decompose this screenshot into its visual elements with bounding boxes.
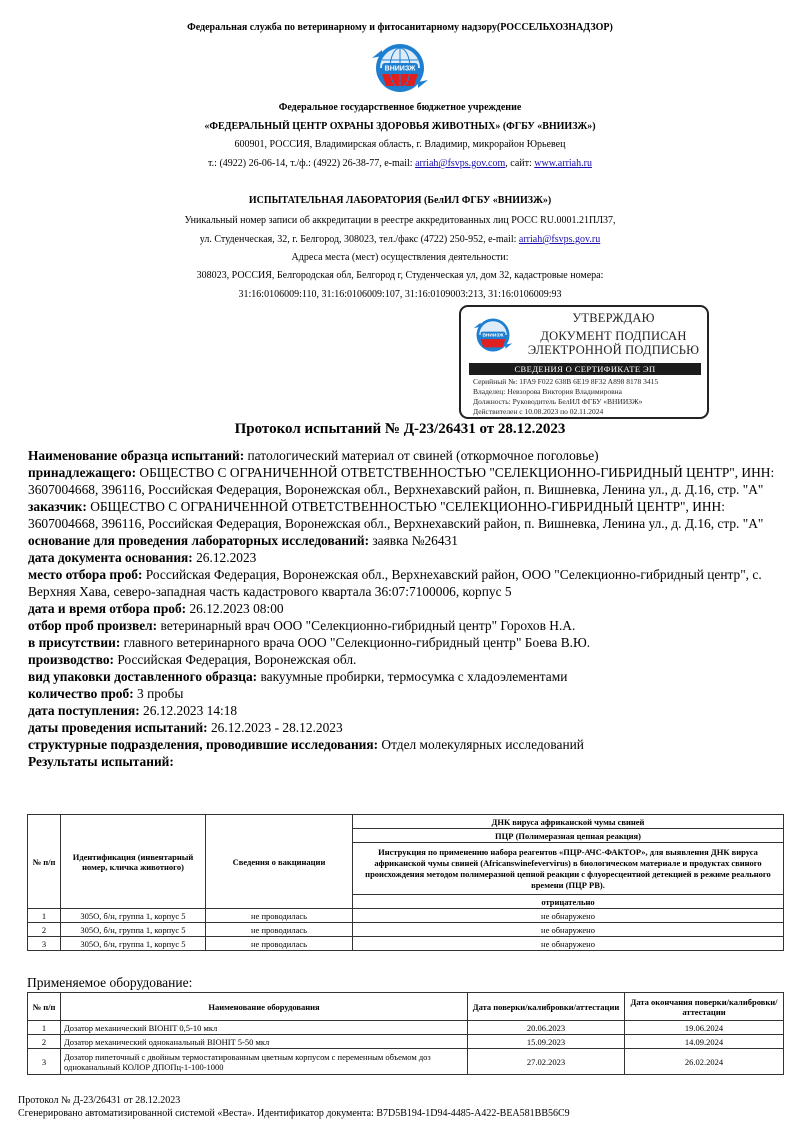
field-sampling-place xyxy=(28,566,780,600)
field-value: Отдел молекулярных исследований xyxy=(378,737,584,752)
field-owner xyxy=(28,464,780,498)
field-label: заказчик: xyxy=(28,499,87,514)
stamp-signed-e: ЭЛЕКТРОННОЙ ПОДПИСЬЮ xyxy=(527,343,700,357)
eq-col-end: Дата окончания поверки/калибровки/аттестации xyxy=(625,993,784,1021)
eq-num: 1 xyxy=(28,1021,61,1035)
field-label: количество проб: xyxy=(28,686,134,701)
stamp-approve: УТВЕРЖДАЮ xyxy=(572,311,655,325)
cert-position: Должность: Руководитель БелИЛ ФГБУ «ВНИИЗЖ» xyxy=(473,397,643,406)
indicator-header: ДНК вируса африканской чумы свиней xyxy=(353,815,784,829)
instruction-header: Инструкция по применению набора реагентов «ПЦР-АЧС-ФАКТОР», для выявления ДНК вируса африканской чумы свиней (Africanswinefevervirus) в биологическом материале и продуктах свиного происхождения методом полимеразной цепной реакции с флуоресцентной детекцией в режиме реального времени (ПЦР РВ). xyxy=(353,843,784,895)
agency-title: Федеральная служба по ветеринарному и фитосанитарному надзору(РОССЕЛЬХОЗНАДЗОР) xyxy=(187,22,613,33)
document-footer xyxy=(18,1094,570,1120)
table-row xyxy=(28,1021,784,1035)
field-value: ветеринарный врач ООО "Селекционно-гибридный центр" Горохов Н.А. xyxy=(157,618,576,633)
field-packaging xyxy=(28,668,780,685)
lab-email-link[interactable]: arriah@fsvps.gov.ru xyxy=(518,234,601,245)
norm-header: отрицательно xyxy=(353,895,784,909)
field-value: 3 пробы xyxy=(133,686,184,701)
e-signature-stamp xyxy=(459,305,709,419)
field-value: Российская Федерация, Воронежская обл. xyxy=(114,652,357,667)
field-sampling-datetime xyxy=(28,600,780,617)
equipment-table xyxy=(27,992,784,1075)
row-result: не обнаружено xyxy=(353,923,784,937)
row-num: 3 xyxy=(28,937,61,951)
row-id: 305O, б/н, группа 1, корпус 5 xyxy=(61,909,206,923)
activity-places-label: Адреса места (мест) осуществления деятельности: xyxy=(291,252,509,263)
field-value: Российская Федерация, Воронежская обл., Верхнехавский район, ООО "Селекционно-гибридный центр", с. Верхняя Хава, северо-западная часть кадастрового квартала 36:07:7100006, корпус 5 xyxy=(28,567,762,599)
field-label: отбор проб произвел: xyxy=(28,618,158,633)
institution-address: 600901, РОССИЯ, Владимирская область, г. Владимир, микрорайон Юрьевец xyxy=(234,139,566,150)
contacts-text: т.: (4922) 26-06-14, т./ф.: (4922) 26-38-77, e-mail: xyxy=(208,158,416,169)
field-label: принадлежащего: xyxy=(28,465,137,480)
field-test-dates xyxy=(28,719,780,736)
table-row xyxy=(28,909,784,923)
protocol-title: Протокол испытаний № Д-23/26431 от 28.12.2023 xyxy=(234,421,566,437)
eq-end: 26.02.2024 xyxy=(625,1049,784,1075)
eq-date: 27.02.2023 xyxy=(468,1049,625,1075)
email-link[interactable]: arriah@fsvps.gov.com xyxy=(415,158,506,169)
field-customer xyxy=(28,498,780,532)
field-value: патологический материал от свиней (откормочное поголовье) xyxy=(244,448,599,463)
field-label: Результаты испытаний: xyxy=(28,754,174,769)
lab-name: ИСПЫТАТЕЛЬНАЯ ЛАБОРАТОРИЯ (БелИЛ ФГБУ «ВНИИЗЖ») xyxy=(248,195,552,206)
cert-validity: Действителен с 10.08.2023 по 02.11.2024 xyxy=(473,407,604,416)
field-label: дата документа основания: xyxy=(28,550,193,565)
eq-end: 14.09.2024 xyxy=(625,1035,784,1049)
col-id-header: Идентификация (инвентарный номер, кличка животного) xyxy=(61,815,206,909)
table-row xyxy=(28,1035,784,1049)
svg-text:ВНИИЗЖ: ВНИИЗЖ xyxy=(384,65,416,73)
institution-type: Федеральное государственное бюджетное учреждение xyxy=(278,102,522,113)
stamp-signed: ДОКУМЕНТ ПОДПИСАН xyxy=(540,329,687,343)
eq-date: 20.06.2023 xyxy=(468,1021,625,1035)
cadastral-numbers: 31:16:0106009:110, 31:16:0106009:107, 31:16:0109003:213, 31:16:0106009:93 xyxy=(238,289,562,300)
row-num: 2 xyxy=(28,923,61,937)
field-label: в присутствии: xyxy=(28,635,121,650)
institution-contacts xyxy=(0,157,800,171)
site-link[interactable]: www.arriah.ru xyxy=(534,158,592,169)
table-row xyxy=(28,923,784,937)
table-row xyxy=(28,1049,784,1075)
eq-date: 15.09.2023 xyxy=(468,1035,625,1049)
eq-name: Дозатор пипеточный с двойным термостатированным цветным корпусом с переменным объемом доз одноканальный КОЛОР ДПОПц-1-100-1000 xyxy=(61,1049,468,1075)
row-result: не обнаружено xyxy=(353,937,784,951)
row-vacc: не проводилась xyxy=(206,909,353,923)
cert-serial: Серийный №: 1FA9 F022 638B 6E19 8F32 A898 8178 3415 xyxy=(473,377,659,386)
field-label: даты проведения испытаний: xyxy=(28,720,208,735)
lab-address-text: ул. Студенческая, 32, г. Белгород, 308023, тел./факс (4722) 250-952, e-mail: xyxy=(199,234,519,245)
footer-protocol: Протокол № Д-23/26431 от 28.12.2023 xyxy=(18,1095,181,1106)
vniizzh-logo-icon xyxy=(368,40,432,96)
svg-text:ВНИИЗЖ: ВНИИЗЖ xyxy=(482,333,504,339)
row-vacc: не проводилась xyxy=(206,937,353,951)
field-label: вид упаковки доставленного образца: xyxy=(28,669,258,684)
field-label: основание для проведения лабораторных исследований: xyxy=(28,533,370,548)
field-label: место отбора проб: xyxy=(28,567,143,582)
col-num-header: № п/п xyxy=(28,815,61,909)
results-heading xyxy=(28,753,780,770)
sample-fields xyxy=(28,447,780,770)
stamp-logo-icon xyxy=(471,315,515,355)
method-header: ПЦР (Полимеразная цепная реакция) xyxy=(353,829,784,843)
field-label: производство: xyxy=(28,652,114,667)
eq-num: 3 xyxy=(28,1049,61,1075)
institution-name: «ФЕДЕРАЛЬНЫЙ ЦЕНТР ОХРАНЫ ЗДОРОВЬЯ ЖИВОТНЫХ» (ФГБУ «ВНИИЗЖ») xyxy=(204,121,596,132)
field-basis-date xyxy=(28,549,780,566)
eq-col-num: № п/п xyxy=(28,993,61,1021)
cert-owner: Владелец: Невзорова Виктория Владимировна xyxy=(473,387,622,396)
row-num: 1 xyxy=(28,909,61,923)
row-vacc: не проводилась xyxy=(206,923,353,937)
row-id: 305O, б/н, группа 1, корпус 5 xyxy=(61,937,206,951)
field-value: вакуумные пробирки, термосумка с хладоэлементами xyxy=(257,669,568,684)
eq-end: 19.06.2024 xyxy=(625,1021,784,1035)
stamp-cert-bar: СВЕДЕНИЯ О СЕРТИФИКАТЕ ЭП xyxy=(469,363,701,375)
field-received-date xyxy=(28,702,780,719)
field-basis xyxy=(28,532,780,549)
field-value: ОБЩЕСТВО С ОГРАНИЧЕННОЙ ОТВЕТСТВЕННОСТЬЮ "СЕЛЕКЦИОННО-ГИБРИДНЫЙ ЦЕНТР", ИНН: 3607004668, 396116, Российская Федерация, Воронежская обл., Верхнехавский район, п. Вишневка, Ленина ул., д. Д.16, стр. "А" xyxy=(28,465,775,497)
site-prefix: , сайт: xyxy=(505,158,535,169)
field-label: дата и время отбора проб: xyxy=(28,601,187,616)
field-value: главного ветеринарного врача ООО "Селекционно-гибридный центр" Боева В.Ю. xyxy=(120,635,591,650)
stamp-cert-info xyxy=(473,377,658,417)
field-value: 26.12.2023 xyxy=(192,550,257,565)
activity-address: 308023, РОССИЯ, Белгородская обл, Белгород г, Студенческая ул, дом 32, кадастровые номера: xyxy=(196,270,604,281)
field-sampled-by xyxy=(28,617,780,634)
lab-accreditation: Уникальный номер записи об аккредитации в реестре аккредитованных лиц РОСС RU.0001.21ПЛ37, xyxy=(184,215,616,226)
field-label: Наименование образца испытаний: xyxy=(28,448,245,463)
eq-name: Дозатор механический одноканальный BIOHIT 5-50 мкл xyxy=(61,1035,468,1049)
table-row xyxy=(28,937,784,951)
eq-name: Дозатор механический BIOHIT 0,5-10 мкл xyxy=(61,1021,468,1035)
row-id: 305O, б/н, группа 1, корпус 5 xyxy=(61,923,206,937)
field-production xyxy=(28,651,780,668)
eq-col-date: Дата поверки/калибровки/аттестации xyxy=(468,993,625,1021)
eq-num: 2 xyxy=(28,1035,61,1049)
equipment-label: Применяемое оборудование: xyxy=(27,975,193,990)
col-vacc-header: Сведения о вакцинации xyxy=(206,815,353,909)
field-value: 26.12.2023 14:18 xyxy=(139,703,238,718)
field-departments xyxy=(28,736,780,753)
results-table xyxy=(27,814,784,951)
eq-col-name: Наименование оборудования xyxy=(61,993,468,1021)
field-sample-count xyxy=(28,685,780,702)
lab-address xyxy=(0,233,800,247)
field-value: 26.12.2023 08:00 xyxy=(186,601,284,616)
field-sample-name xyxy=(28,447,780,464)
row-result: не обнаружено xyxy=(353,909,784,923)
field-value: заявка №26431 xyxy=(369,533,458,548)
field-label: дата поступления: xyxy=(28,703,140,718)
field-label: структурные подразделения, проводившие исследования: xyxy=(28,737,379,752)
footer-generated: Сгенерировано автоматизированной системой «Веста». Идентификатор документа: B7D5B194-1D94-4485-A422-BEA581BB56C9 xyxy=(18,1108,570,1119)
field-value: 26.12.2023 - 28.12.2023 xyxy=(207,720,343,735)
field-value: ОБЩЕСТВО С ОГРАНИЧЕННОЙ ОТВЕТСТВЕННОСТЬЮ "СЕЛЕКЦИОННО-ГИБРИДНЫЙ ЦЕНТР", ИНН: 3607004668, 396116, Российская Федерация, Воронежская обл., Верхнехавский район, п. Вишневка, Ленина ул., д. Д.16, стр. "А" xyxy=(28,499,764,531)
field-presence xyxy=(28,634,780,651)
